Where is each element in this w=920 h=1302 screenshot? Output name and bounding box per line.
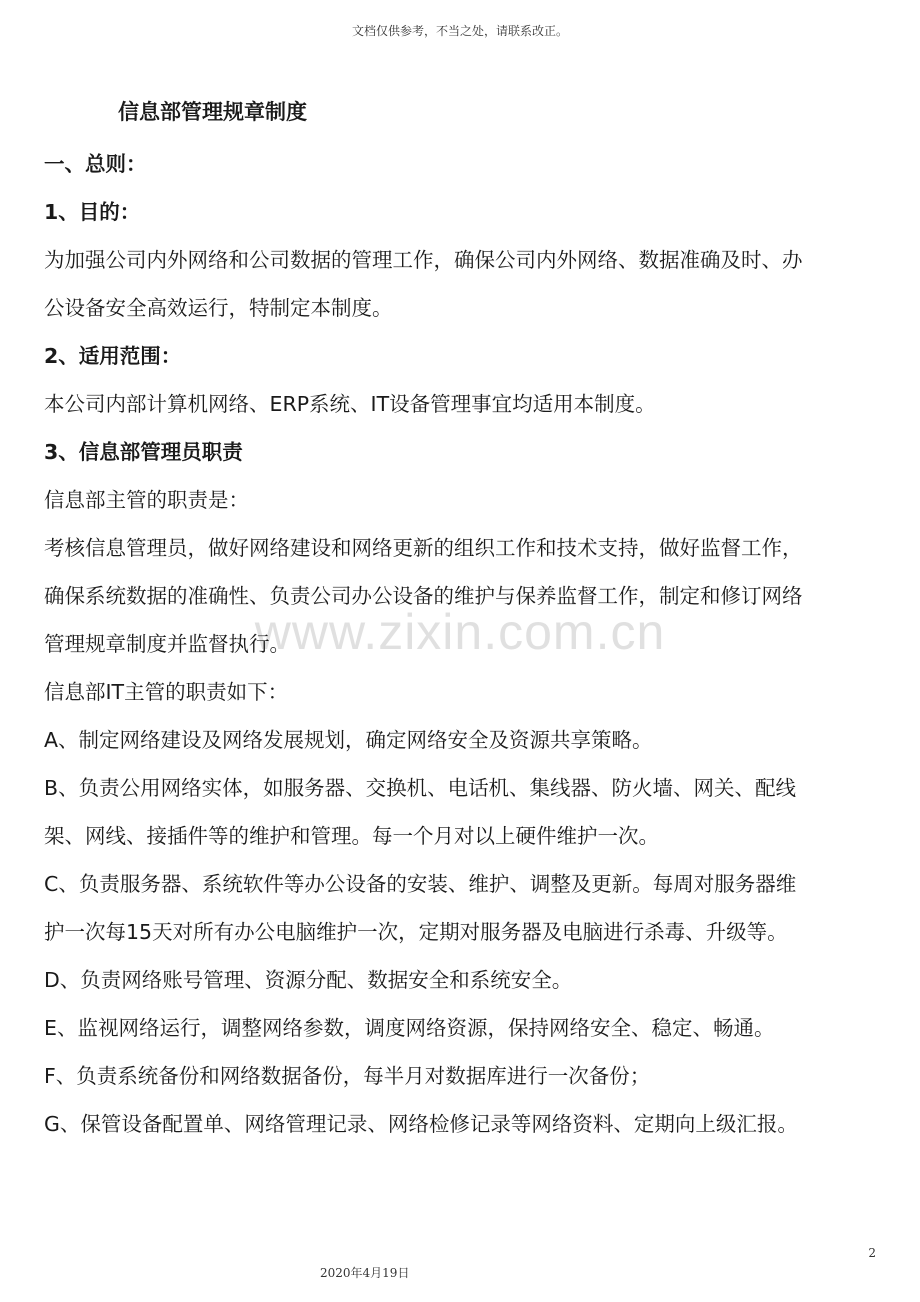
duty-item-e: E、监视网络运行，调整网络参数，调度网络资源，保持网络安全、稳定、畅通。 — [44, 1016, 775, 1040]
duty-item-f: F、负责系统备份和网络数据备份，每半月对数据库进行一次备份； — [44, 1064, 651, 1088]
section-purpose-heading: 1、目的： — [44, 200, 141, 224]
duty-item-a: A、制定网络建设及网络发展规划，确定网络安全及资源共享策略。 — [44, 728, 653, 752]
section-duties-heading: 3、信息部管理员职责 — [44, 440, 243, 464]
supervisor-text-line: 考核信息管理员，做好网络建设和网络更新的组织工作和技术支持，做好监督工作， — [44, 536, 803, 560]
duty-item-c-line: C、负责服务器、系统软件等办公设备的安装、维护、调整及更新。每周对服务器维 — [44, 872, 797, 896]
supervisor-intro: 信息部主管的职责是： — [44, 488, 249, 512]
watermark: www.zixin.com.cn — [254, 604, 666, 660]
section-scope-heading: 2、适用范围： — [44, 344, 182, 368]
duty-item-b-line: B、负责公用网络实体，如服务器、交换机、电话机、集线器、防火墙、网关、配线 — [44, 776, 797, 800]
page-number: 2 — [868, 1246, 876, 1260]
duty-item-c-line: 护一次每15天对所有办公电脑维护一次，定期对服务器及电脑进行杀毒、升级等。 — [44, 920, 788, 944]
duty-item-g: G、保管设备配置单、网络管理记录、网络检修记录等网络资料、定期向上级汇报。 — [44, 1112, 798, 1136]
it-supervisor-intro: 信息部IT主管的职责如下： — [44, 680, 289, 704]
footer-date: 2020年4月19日 — [320, 1266, 410, 1280]
document-body — [44, 96, 880, 1148]
supervisor-text-line: 确保系统数据的准确性、负责公司办公设备的维护与保养监督工作，制定和修订网络 — [44, 584, 803, 608]
duty-item-d: D、负责网络账号管理、资源分配、数据安全和系统安全。 — [44, 968, 573, 992]
header-note: 文档仅供参考，不当之处，请联系改正。 — [351, 24, 568, 38]
purpose-text-line: 公设备安全高效运行，特制定本制度。 — [44, 296, 393, 320]
supervisor-text-line: 管理规章制度并监督执行。 — [44, 632, 290, 656]
section-general-heading: 一、总则： — [44, 152, 147, 176]
document-title: 信息部管理规章制度 — [118, 100, 307, 124]
duty-item-b-line: 架、网线、接插件等的维护和管理。每一个月对以上硬件维护一次。 — [44, 824, 659, 848]
purpose-text-line: 为加强公司内外网络和公司数据的管理工作，确保公司内外网络、数据准确及时、办 — [44, 248, 803, 272]
scope-text: 本公司内部计算机网络、ERP系统、IT设备管理事宜均适用本制度。 — [44, 392, 656, 416]
